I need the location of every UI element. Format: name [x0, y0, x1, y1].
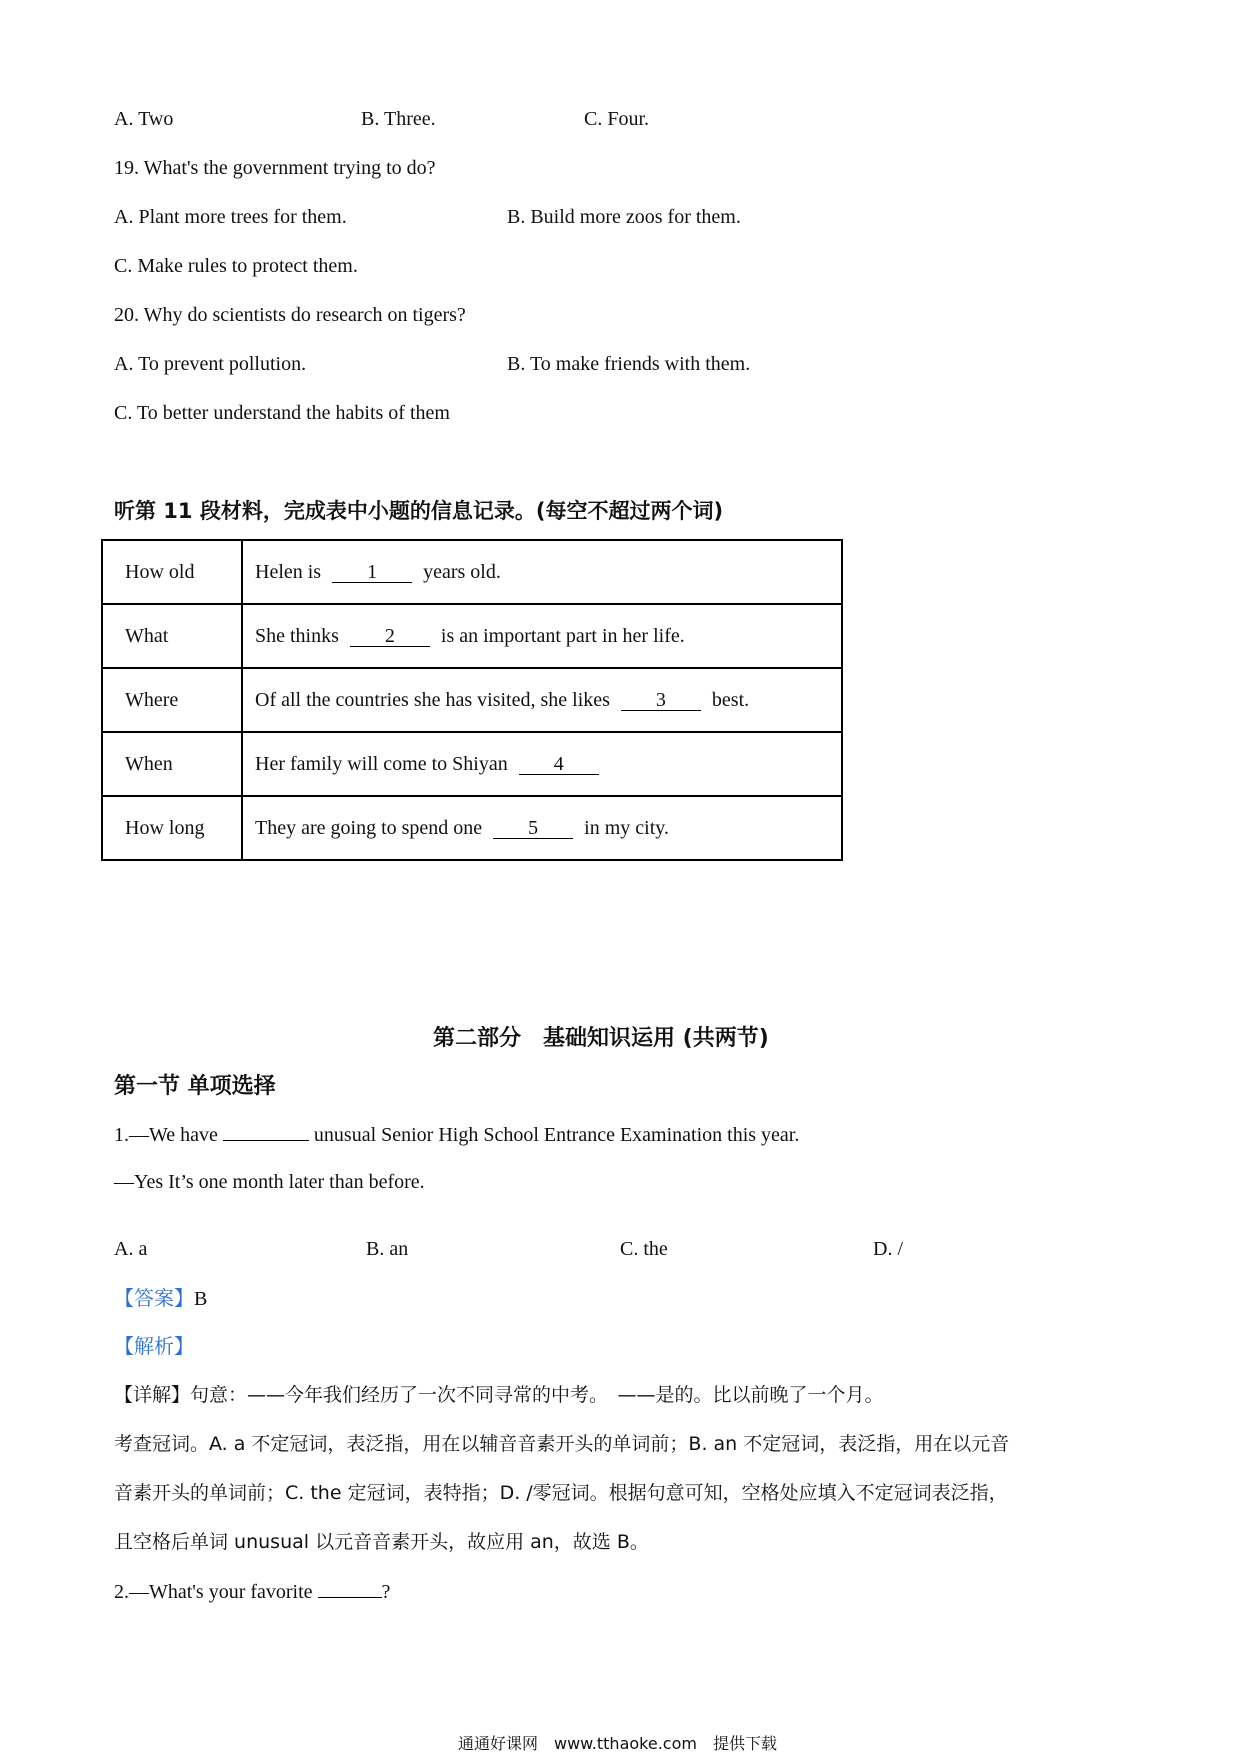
q1-line1-pre: 1.—We have — [114, 1124, 218, 1146]
row-text-pre: She thinks — [255, 624, 339, 647]
q1-option-d: D. / — [873, 1238, 903, 1260]
row-text-post: is an important part in her life. — [440, 624, 685, 647]
q2-blank[interactable] — [318, 1579, 382, 1598]
row-label: When — [102, 732, 242, 796]
table-row — [102, 540, 842, 604]
q1-option-c: C. the — [620, 1238, 668, 1260]
q19-stem: 19. What's the government trying to do? — [114, 157, 436, 179]
row-content — [242, 796, 842, 860]
row-content — [242, 540, 842, 604]
info-record-table — [101, 539, 843, 861]
answer-label: 【答案】 — [114, 1286, 194, 1310]
answer-blank-5[interactable]: 5 — [493, 818, 573, 839]
q18-option-b: B. Three. — [361, 108, 436, 130]
row-text-pre: Of all the countries she has visited, she likes — [255, 688, 610, 711]
table-row — [102, 796, 842, 860]
answer-blank-2[interactable]: 2 — [350, 626, 430, 647]
row-text-pre: Helen is — [255, 560, 322, 583]
q1-detail: 【详解】句意：——今年我们经历了一次不同寻常的中考。 ——是的。比以前晚了一个月。 — [114, 1384, 884, 1406]
row-content — [242, 732, 842, 796]
q19-option-b: B. Build more zoos for them. — [507, 206, 741, 228]
row-text-post: in my city. — [584, 816, 669, 839]
q20-stem: 20. Why do scientists do research on tigers? — [114, 304, 466, 326]
row-text-pre: They are going to spend one — [255, 816, 483, 839]
q1-option-b: B. an — [366, 1238, 409, 1260]
section1-title: 第一节 单项选择 — [114, 1074, 276, 1099]
answer-blank-3[interactable]: 3 — [621, 690, 701, 711]
analysis-label: 【解析】 — [114, 1334, 194, 1358]
q18-option-c: C. Four. — [584, 108, 650, 130]
row-content — [242, 668, 842, 732]
q20-option-b: B. To make friends with them. — [507, 353, 751, 375]
q1-explanation-line3: 且空格后单词 unusual 以元音音素开头，故应用 an，故选 B。 — [114, 1531, 649, 1553]
table-row — [102, 732, 842, 796]
q1-option-a: A. a — [114, 1238, 148, 1260]
row-label: How long — [102, 796, 242, 860]
table-row — [102, 668, 842, 732]
page-footer: 通通好课网 www.tthaoke.com 提供下载 — [458, 1734, 777, 1753]
q2-line — [114, 1579, 390, 1604]
q1-line2: —Yes It’s one month later than before. — [114, 1171, 425, 1193]
q1-answer — [114, 1286, 207, 1311]
row-label: Where — [102, 668, 242, 732]
q20-option-a: A. To prevent pollution. — [114, 353, 307, 375]
row-label: How old — [102, 540, 242, 604]
q2-text-post: ? — [381, 1581, 391, 1603]
q1-line1-post: unusual Senior High School Entrance Examination this year. — [313, 1124, 800, 1146]
q1-line1 — [114, 1122, 799, 1147]
answer-blank-4[interactable]: 4 — [519, 754, 599, 775]
q18-option-a: A. Two — [114, 108, 174, 130]
q1-explanation-line2: 音素开头的单词前；C. the 定冠词，表特指；D. /零冠词。根据句意可知，空格处应填入不定冠词表泛指， — [114, 1482, 1008, 1504]
q20-option-c: C. To better understand the habits of them — [114, 402, 450, 424]
part2-title: 第二部分 基础知识运用 (共两节) — [433, 1026, 769, 1051]
table-row — [102, 604, 842, 668]
row-content — [242, 604, 842, 668]
answer-blank-1[interactable]: 1 — [332, 562, 412, 583]
q19-option-a: A. Plant more trees for them. — [114, 206, 347, 228]
section11-heading: 听第 11 段材料，完成表中小题的信息记录。(每空不超过两个词) — [114, 499, 724, 523]
answer-value: B — [194, 1288, 208, 1310]
q1-explanation-line1: 考查冠词。A. a 不定冠词，表泛指，用在以辅音音素开头的单词前；B. an 不定冠词，表泛指，用在以元音 — [114, 1433, 1010, 1455]
q2-text-pre: 2.—What's your favorite — [114, 1581, 313, 1603]
row-text-pre: Her family will come to Shiyan — [255, 752, 508, 775]
row-text-post: best. — [711, 688, 750, 711]
row-text-post: years old. — [423, 560, 501, 583]
q19-option-c: C. Make rules to protect them. — [114, 255, 358, 277]
q1-blank[interactable] — [223, 1122, 309, 1141]
row-label: What — [102, 604, 242, 668]
